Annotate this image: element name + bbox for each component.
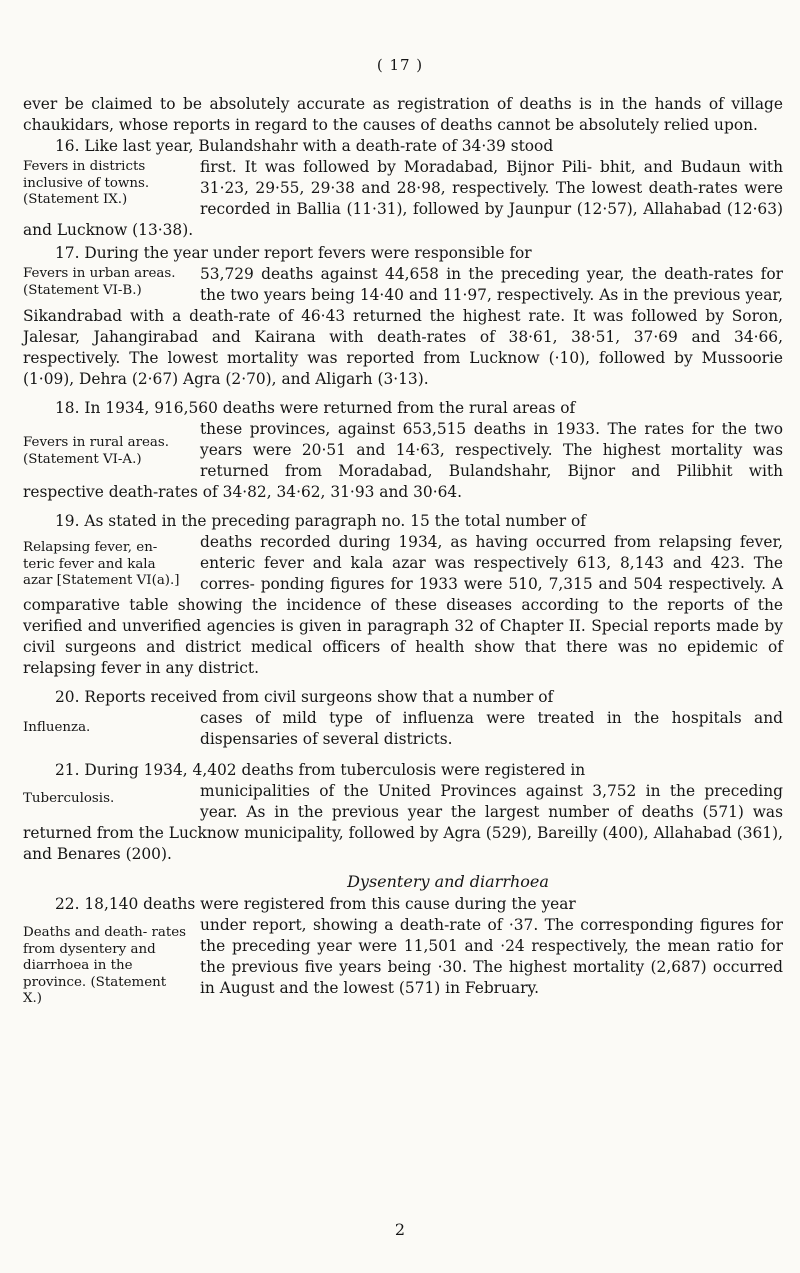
side-note: Fevers in districts inclusive of towns. (Statement IX.) <box>23 159 150 207</box>
para-number: 21. <box>55 761 80 779</box>
page-header: ( 17 ) <box>376 56 424 74</box>
paragraph-17 <box>23 243 783 390</box>
paragraph-18 <box>23 398 783 503</box>
side-note: Tuberculosis. <box>23 791 115 806</box>
section-heading: Dysentery and diarrhoea <box>347 872 549 891</box>
para-lead: During 1934, 4,402 deaths from tuberculosis were registered in <box>84 761 586 779</box>
para-lead: 18,140 deaths were registered from this cause during the year <box>84 895 576 913</box>
document-body <box>23 94 783 1008</box>
side-note: Deaths and death- rates from dysentery and diarrhoea in the province. (Statement X.) <box>23 925 187 1006</box>
para-number: 20. <box>55 688 80 706</box>
para-text: these provinces, against 653,515 deaths in 1933. The rates for the two years were 20·51 and 14·63, respectively. The highest mortality was returned from Moradabad, Bulandshahr, Bijnor and Pilibhit with respective death-rates of 34·82, 34·62, 31·93 and 30·64. <box>23 420 783 501</box>
para-lead: In 1934, 916,560 deaths were returned from the rural areas of <box>84 399 576 417</box>
side-note: Fevers in rural areas. (Statement VI-A.) <box>23 435 170 467</box>
para-number: 17. <box>55 244 80 262</box>
para-lead: As stated in the preceding paragraph no. 15 the total number of <box>84 512 586 530</box>
paragraph-19 <box>23 511 783 679</box>
side-note: Fevers in urban areas. (Statement VI-B.) <box>23 266 176 298</box>
para-text: 53,729 deaths against 44,658 in the preceding year, the death-rates for the two years being 14·40 and 11·97, respectively. As in the previous year, Sikandrabad with a death-rate of 46·43 returned the highest rate. It was followed by Soron, Jalesar, Jahangirabad and Kairana with death-rates of 38·61, 38·51, 37·69 and 34·66, respectively. The lowest mortality was reported from Lucknow (·10), followed by Mussoorie (1·09), Dehra (2·67) Agra (2·70), and Aligarh (3·13). <box>23 265 783 388</box>
para-lead: During the year under report fevers were responsible for <box>84 244 532 262</box>
paragraph-20 <box>23 687 783 750</box>
paragraph-16 <box>23 136 783 241</box>
para-text: cases of mild type of influenza were treated in the hospitals and dispensaries of several districts. <box>200 709 783 748</box>
page-number: 2 <box>394 1220 406 1239</box>
intro-paragraph: ever be claimed to be absolutely accurate as registration of deaths is in the hands of village chaukidars, whose reports in regard to the causes of deaths cannot be absolutely relied upon. <box>23 95 783 134</box>
para-lead: Reports received from civil surgeons show that a number of <box>84 688 554 706</box>
para-number: 16. <box>55 137 80 155</box>
para-number: 19. <box>55 512 80 530</box>
side-note: Relapsing fever, en- teric fever and kala azar [Statement VI(a).] <box>23 540 180 588</box>
side-note: Influenza. <box>23 720 91 735</box>
para-text: municipalities of the United Provinces against 3,752 in the preceding year. As in the previous year the largest number of deaths (571) was returned from the Lucknow municipality, followed by Agra (529), Bareilly (400), Allahabad (361), and Benares (200). <box>23 782 783 863</box>
para-text: deaths recorded during 1934, as having occurred from relapsing fever, enteric fever and kala azar was respectively 613, 8,143 and 423. The corres- ponding figures for 1933 were 510, 7,315 and 504 respectively. A comparative table showing the incidence of these diseases according to the reports of the verified and unverified agencies is given in paragraph 32 of Chapter II. Special reports made by civil surgeons and district medical officers of health show that there was no epidemic of relapsing fever in any district. <box>23 533 783 677</box>
paragraph-22 <box>23 894 783 1006</box>
para-text: under report, showing a death-rate of ·37. The corresponding figures for the preceding year were 11,501 and ·24 respectively, the mean ratio for the previous five years being ·30. The highest mortality (2,687) occurred in August and the lowest (571) in February. <box>200 916 783 997</box>
para-number: 22. <box>55 895 80 913</box>
para-text: first. It was followed by Moradabad, Bijnor Pili- bhit, and Budaun with 31·23, 29·55, 29·38 and 28·98, respectively. The lowest death-rates were recorded in Ballia (11·31), followed by Jaunpur (12·57), Allahabad (12·63) and Lucknow (13·38). <box>23 158 783 239</box>
para-lead: Like last year, Bulandshahr with a death-rate of 34·39 stood <box>84 137 554 155</box>
paragraph-21 <box>23 760 783 865</box>
para-number: 18. <box>55 399 80 417</box>
